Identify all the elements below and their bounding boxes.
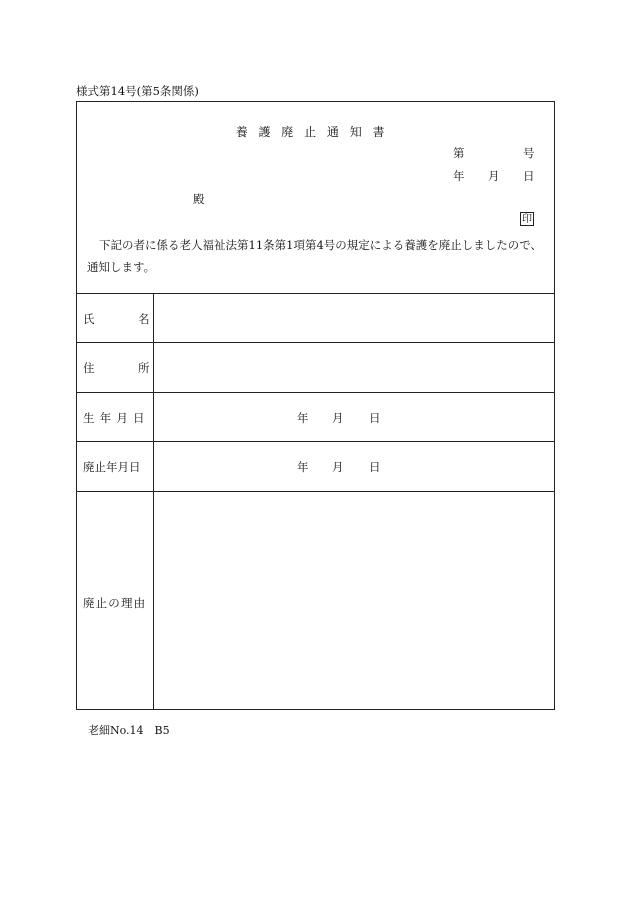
birth-date-label: 生年月日 <box>83 411 150 425</box>
issue-year: 年 <box>453 169 465 183</box>
notice-text-line-2: 通知します。 <box>87 260 156 274</box>
number-dai: 第 <box>453 146 465 160</box>
termination-year-unit: 年 <box>297 460 309 474</box>
number-go: 号 <box>523 146 535 160</box>
row-divider <box>77 342 554 343</box>
issue-day: 日 <box>523 169 535 183</box>
notice-text-line-1: 下記の者に係る老人福祉法第11条第1項第4号の規定による養護を廃止しましたので、 <box>99 238 543 252</box>
birth-year-unit: 年 <box>297 411 309 425</box>
termination-month-unit: 月 <box>332 460 344 474</box>
termination-day-unit: 日 <box>369 460 381 474</box>
label-column-divider <box>153 293 154 709</box>
addressee-suffix: 殿 <box>193 192 205 206</box>
row-divider <box>77 491 554 492</box>
table-top-border <box>77 293 554 294</box>
form-number-label: 様式第14号(第5条関係) <box>76 84 199 98</box>
birth-day-unit: 日 <box>369 411 381 425</box>
name-label-second: 名 <box>138 312 150 326</box>
row-divider <box>77 441 554 442</box>
termination-date-label: 廃止年月日 <box>83 460 141 474</box>
birth-month-unit: 月 <box>332 411 344 425</box>
issue-month: 月 <box>488 169 500 183</box>
seal-mark: 印 <box>522 214 532 225</box>
address-label-first: 住 <box>83 361 95 375</box>
form-frame <box>76 101 555 710</box>
name-label-first: 氏 <box>83 312 95 326</box>
document-title: 養護廃止通知書 <box>235 125 396 139</box>
termination-reason-label: 廃止の理由 <box>83 596 147 610</box>
footer-reference: 老細No.14 B5 <box>88 724 170 737</box>
row-divider <box>77 392 554 393</box>
address-label-second: 所 <box>138 361 150 375</box>
